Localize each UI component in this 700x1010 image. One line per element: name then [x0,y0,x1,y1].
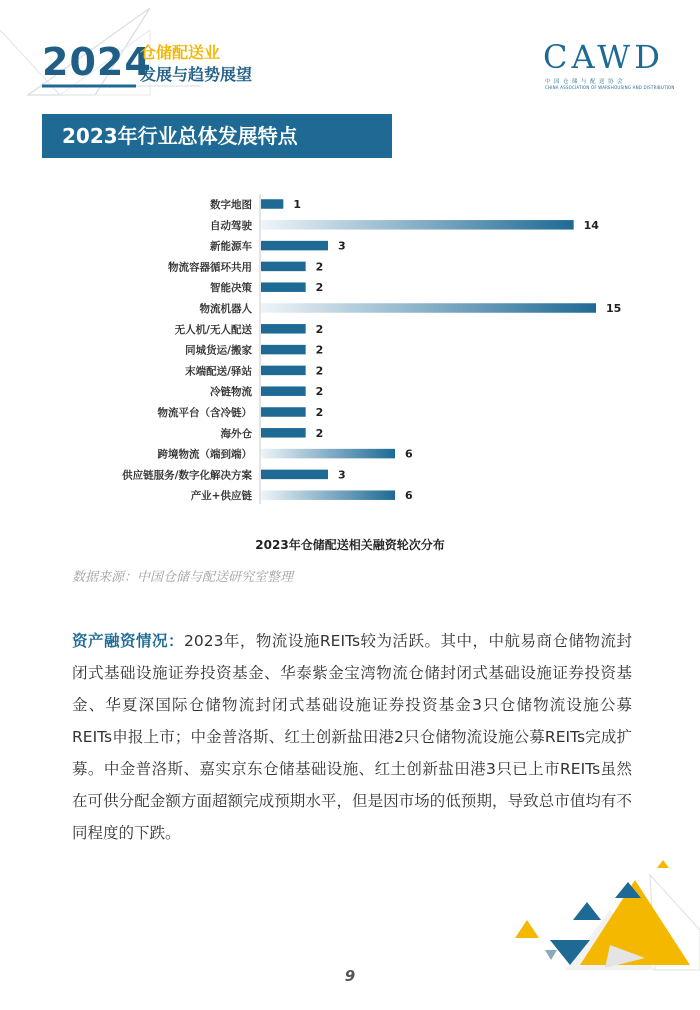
category-label: 智能决策 [210,282,252,295]
category-label: 数字地图 [210,199,252,211]
bar [261,490,395,500]
bar [261,428,306,438]
bar [261,386,306,396]
category-label: 无人机/无人配送 [174,323,252,336]
header-subtitle-line1: 仓储配送业 [140,43,221,62]
category-label: 供应链服务/数字化解决方案 [122,469,252,482]
value-label: 2 [315,385,324,399]
bar [261,241,328,251]
bar [261,262,306,272]
category-label: 物流平台（含冷链） [157,407,252,419]
bar [261,407,306,417]
header-subtitle-line2: 发展与趋势展望 [140,65,253,84]
bar [261,282,306,292]
value-label: 6 [405,489,413,503]
category-label: 末端配送/驿站 [185,365,252,378]
category-label: 自动驾驶 [210,219,252,232]
category-label: 跨境物流（端到端） [157,448,252,461]
value-label: 2 [315,426,324,440]
bar [261,199,283,209]
value-label: 14 [583,218,599,232]
value-label: 15 [606,302,622,315]
category-label: 海外仓 [220,427,252,440]
bar [261,220,574,230]
bar [261,470,328,480]
footer-triangles-decoration [505,850,700,980]
category-label: 物流机器人 [199,303,252,315]
header-year: 2024 [42,40,152,84]
financing-paragraph [72,625,632,849]
bar [261,366,306,376]
bar [261,449,395,459]
category-label: 产业+供应链 [190,490,252,503]
value-label: 2 [315,343,324,357]
category-label: 新能源车 [210,240,252,253]
category-label: 冷链物流 [210,386,252,399]
paragraph-body: 2023年，物流设施REITs较为活跃。其中，中航易商仓储物流封闭式基础设施证券投资基金、华泰紫金宝湾物流仓储封闭式基础设施证券投资基金、华夏深国际仓储物流封闭式基础设施证券投资基金3只仓储物流设施公募REITs申报上市；中金普洛斯、红土创新盐田港2只仓储物流设施公募REITs完成扩募。中金普洛斯、嘉实京东仓储基础设施、红土创新盐田港3只已上市REITs虽然在可供分配金额方面超额完成预期水平，但是因市场的低预期，导致总市值均有不同程度的下跌。 [72,632,632,842]
value-label: 2 [315,406,324,419]
value-label: 2 [315,260,324,274]
paragraph-keyword: 资产融资情况： [72,632,184,650]
bar [261,345,306,355]
value-label: 2 [315,322,324,336]
value-label: 6 [405,447,413,461]
chart-caption: 2023年仓储配送相关融资轮次分布 [255,538,445,552]
value-label: 2 [315,364,324,378]
funding-rounds-bar-chart [0,186,700,516]
cawd-logo: CAWD [543,38,664,76]
bar [261,303,596,313]
bar [261,324,306,334]
logo-cn-name: 中国仓储与配送协会 [545,79,627,85]
value-label: 3 [338,239,346,253]
page-number: 9 [344,967,356,985]
category-label: 物流容器循环共用 [168,261,252,274]
value-label: 2 [315,281,324,295]
value-label: 1 [293,198,301,211]
category-label: 同城货运/搬家 [185,344,252,357]
value-label: 3 [338,468,346,482]
logo-en-name: CHINA ASSOCIATION OF WAREHOUSING AND DISTRIBUTION [545,85,675,90]
section-title-banner: 2023年行业总体发展特点 [42,114,392,158]
data-source: 数据来源：中国仓储与配送研究室整理 [72,570,294,585]
